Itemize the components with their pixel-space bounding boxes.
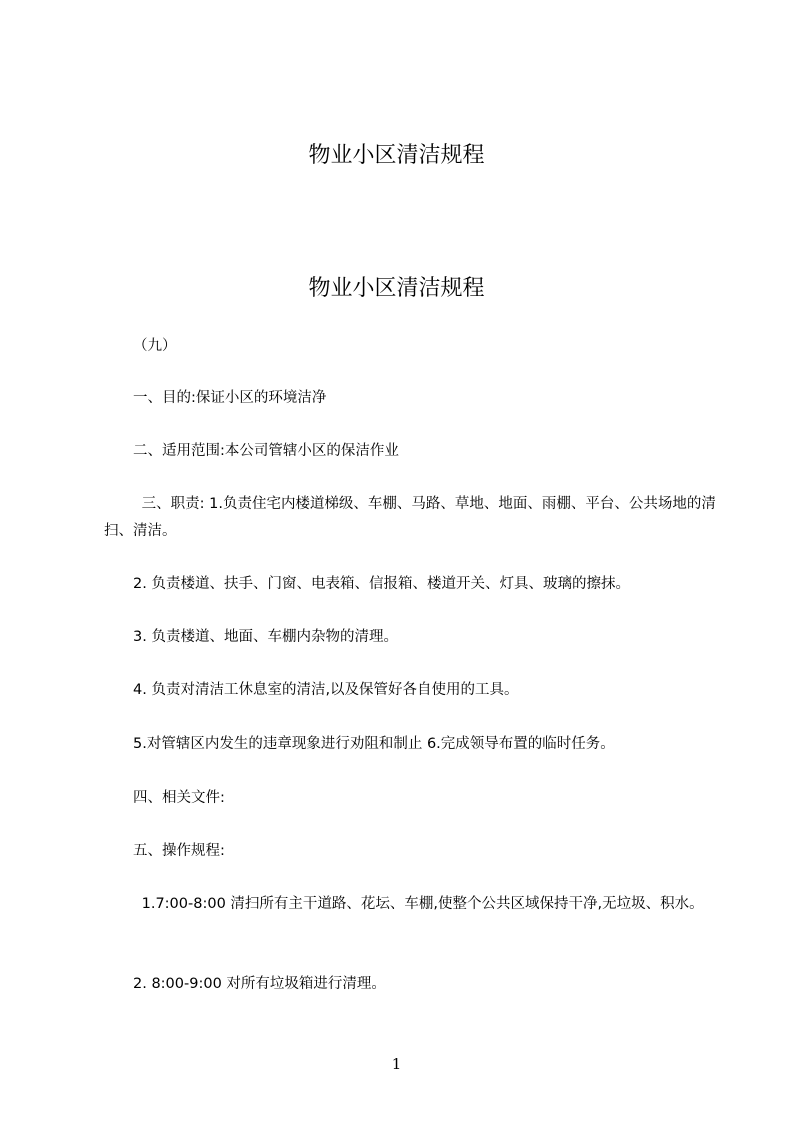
procedure-heading: 五、操作规程:	[133, 843, 225, 859]
purpose-paragraph: 一、目的:保证小区的环境洁净	[133, 390, 327, 406]
page-number: 1	[391, 1055, 402, 1073]
procedure-item-1: 1.7:00-8:00 清扫所有主干道路、花坛、车棚,使整个公共区域保持干净,无垃圾、积水。	[137, 896, 704, 912]
duty-item-1: 三、职责: 1.负责住宅内楼道梯级、车棚、马路、草地、地面、雨棚、平台、公共场地的清扫、清洁。	[104, 496, 716, 539]
section-number: （九）	[133, 338, 177, 354]
duty-item-5-6: 5.对管辖区内发生的违章现象进行劝阻和制止 6.完成领导布置的临时任务。	[133, 736, 615, 752]
related-documents-heading: 四、相关文件:	[133, 790, 225, 806]
duty-item-4: 4. 负责对清洁工休息室的清洁,以及保管好各自使用的工具。	[133, 682, 519, 698]
duty-item-3: 3. 负责楼道、地面、车棚内杂物的清理。	[133, 629, 398, 645]
document-header-title: 物业小区清洁规程	[308, 143, 485, 168]
scope-paragraph: 二、适用范围:本公司管辖小区的保洁作业	[133, 443, 399, 459]
duty-item-2: 2. 负责楼道、扶手、门窗、电表箱、信报箱、楼道开关、灯具、玻璃的擦抹。	[133, 576, 630, 592]
procedure-item-2: 2. 8:00-9:00 对所有垃圾箱进行清理。	[133, 976, 386, 992]
document-main-title: 物业小区清洁规程	[308, 276, 485, 301]
